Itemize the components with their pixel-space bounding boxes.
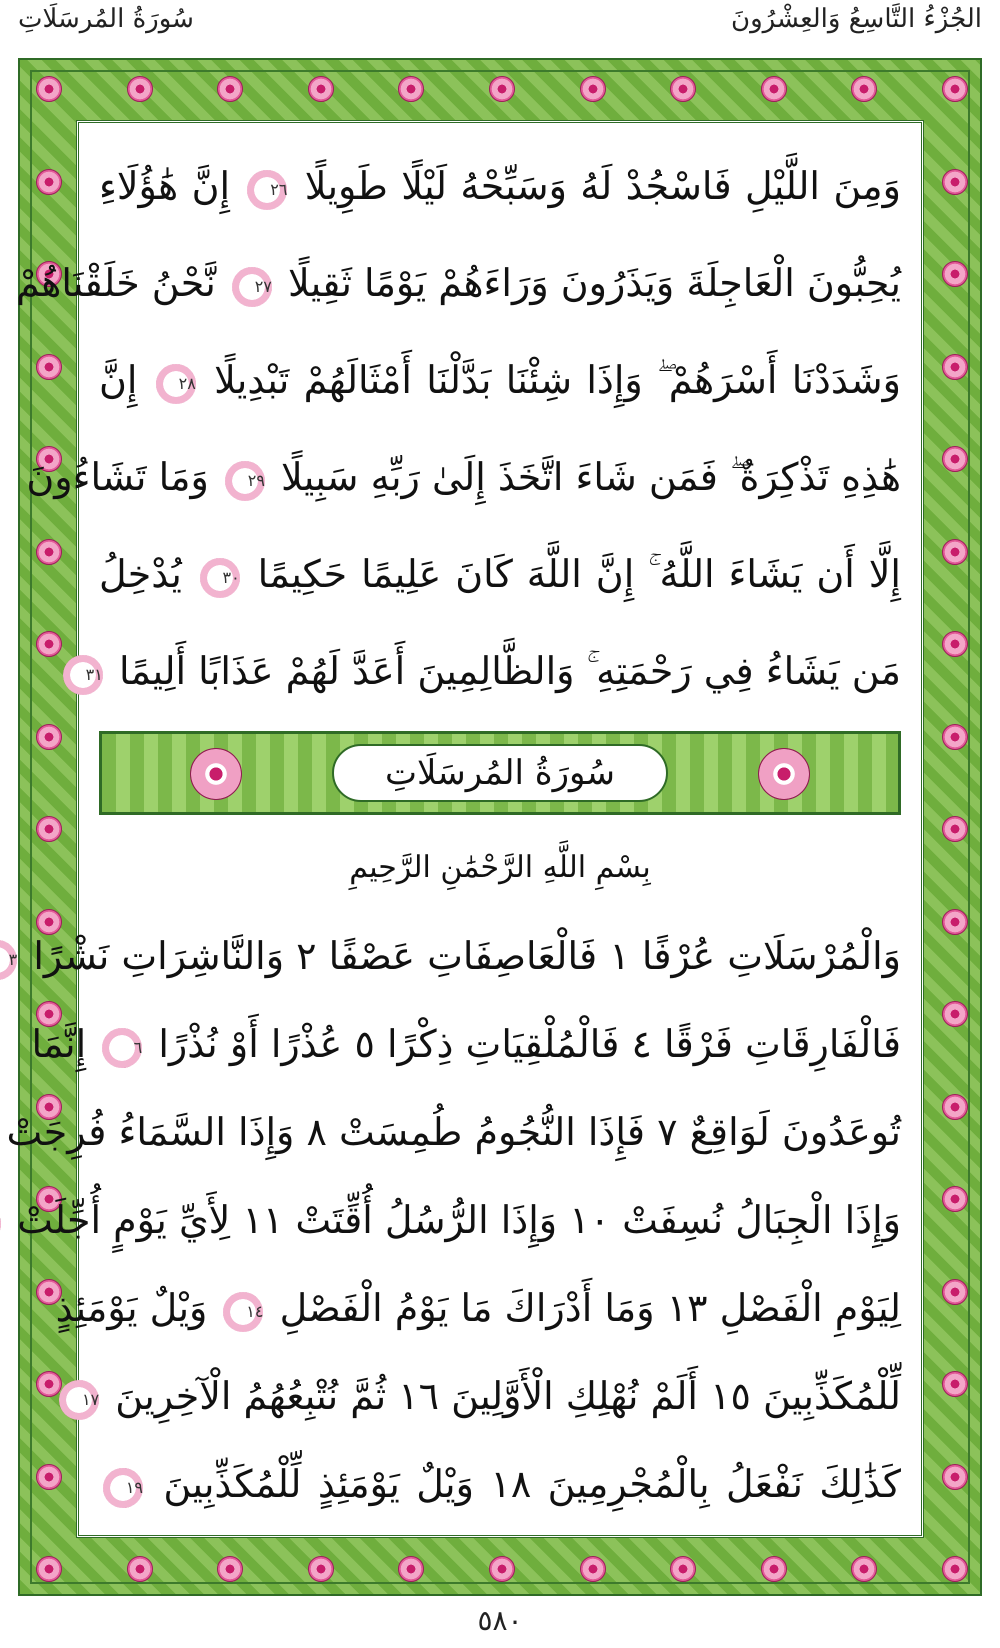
ayah-marker-icon: ٢٨ [156, 364, 196, 404]
verse-text: لِّلْمُكَذِّبِينَ ١٥ أَلَمْ نُهْلِكِ الْأَوَّلِينَ ١٦ ثُمَّ نُتْبِعُهُمُ الْآخِرِينَ [115, 1374, 901, 1418]
ayah-marker-icon: ٢٧ [232, 267, 272, 307]
surah-header-banner [99, 731, 901, 815]
flower-medallion-icon [190, 748, 242, 800]
verse-text: وَيْلٌ يَوْمَئِذٍ [55, 1286, 208, 1330]
ayah-marker-icon: ٣٠ [200, 558, 240, 598]
ayah-marker-icon: ٣١ [63, 655, 103, 695]
basmala: بِسْمِ اللَّهِ الرَّحْمَٰنِ الرَّحِيمِ [349, 850, 651, 885]
page-ornamental-frame [6, 58, 982, 1596]
verse-text: يُدْخِلُ [99, 552, 182, 596]
rosette-icon [580, 1556, 606, 1582]
rosette-icon [942, 1094, 968, 1120]
verse-line [82, 1353, 901, 1439]
running-head-surah: سُورَةُ المُرسَلَاتِ [18, 4, 194, 34]
verse-text: يُحِبُّونَ الْعَاجِلَةَ وَيَذَرُونَ وَرَاءَهُمْ يَوْمًا ثَقِيلًا [287, 261, 901, 305]
rosette-icon [942, 909, 968, 935]
verse-line [17, 1177, 901, 1263]
rosette-icon [942, 539, 968, 565]
rosette-icon [942, 1464, 968, 1490]
ayah-marker-icon: ١٩ [103, 1468, 143, 1508]
rosette-icon [942, 724, 968, 750]
ayah-marker-icon: ١٧ [59, 1380, 99, 1420]
verse-text: كَذَٰلِكَ نَفْعَلُ بِالْمُجْرِمِينَ ١٨ وَيْلٌ يَوْمَئِذٍ لِّلْمُكَذِّبِينَ [163, 1462, 901, 1506]
verse-text: إِنَّ هَٰؤُلَاءِ [99, 164, 231, 208]
rosette-icon [761, 76, 787, 102]
text-panel [6, 120, 924, 1538]
verse-line [16, 240, 901, 326]
page-number: ٥٨٠ [477, 1604, 523, 1637]
rosette-icon [489, 1556, 515, 1582]
verse-text: لِيَوْمِ الْفَصْلِ ١٣ وَمَا أَدْرَاكَ مَا يَوْمُ الْفَصْلِ [279, 1286, 901, 1330]
rosette-icon [942, 816, 968, 842]
rosette-icon [670, 1556, 696, 1582]
rosette-icon [580, 76, 606, 102]
rosette-icon [942, 261, 968, 287]
rosette-icon [217, 76, 243, 102]
rosette-icon [942, 76, 968, 102]
verse-text: وَمَا تَشَاءُونَ [26, 455, 209, 499]
verse-text: فَالْفَارِقَاتِ فَرْقًا ٤ فَالْمُلْقِيَاتِ ذِكْرًا ٥ عُذْرًا أَوْ نُذْرًا [158, 1022, 901, 1066]
ayah-marker-icon: ٣ [0, 940, 17, 980]
rosette-icon [308, 76, 334, 102]
rosette-icon [761, 1556, 787, 1582]
rosette-icon [489, 76, 515, 102]
verse-line [26, 434, 901, 520]
verse-text: إِلَّا أَن يَشَاءَ اللَّهُ ۚ إِنَّ اللَّهَ كَانَ عَلِيمًا حَكِيمًا [257, 552, 901, 596]
verse-line [8, 913, 901, 999]
running-head-juz: الجُزْءُ التَّاسِعُ وَالعِشْرُونَ [731, 4, 982, 34]
rosette-icon [942, 1556, 968, 1582]
ayah-marker-icon: ٢٩ [225, 461, 265, 501]
rosette-icon [942, 354, 968, 380]
verse-line [99, 143, 901, 229]
flower-medallion-icon [758, 748, 810, 800]
rosette-icon [942, 169, 968, 195]
rosette-icon [127, 1556, 153, 1582]
verse-text: وَمِنَ اللَّيْلِ فَاسْجُدْ لَهُ وَسَبِّحْهُ لَيْلًا طَوِيلًا [304, 164, 901, 208]
rosette-icon [308, 1556, 334, 1582]
rosette-icon [36, 816, 62, 842]
verse-text: وَشَدَدْنَا أَسْرَهُمْ ۖ وَإِذَا شِئْنَا بَدَّلْنَا أَمْثَالَهُمْ تَبْدِيلًا [214, 358, 901, 402]
verse-text: تُوعَدُونَ لَوَاقِعٌ ٧ فَإِذَا النُّجُومُ طُمِسَتْ ٨ وَإِذَا السَّمَاءُ فُرِجَتْ [6, 1110, 901, 1154]
rosette-icon [36, 1556, 62, 1582]
ayah-marker-icon: ٢٦ [247, 170, 287, 210]
rosette-icon [36, 724, 62, 750]
rosette-icon [36, 354, 62, 380]
verse-text: وَإِذَا الْجِبَالُ نُسِفَتْ ١٠ وَإِذَا الرُّسُلُ أُقِّتَتْ ١١ لِأَيِّ يَوْمٍ أُجِّلَتْ [17, 1198, 901, 1242]
verse-line [99, 337, 901, 423]
verse-line [31, 1001, 901, 1087]
verse-text: إِنَّ [99, 358, 138, 402]
ayah-marker-icon: ١٤ [223, 1292, 263, 1332]
verse-text: إِنَّمَا [31, 1022, 87, 1066]
verse-text: هَٰذِهِ تَذْكِرَةٌ ۖ فَمَن شَاءَ اتَّخَذَ إِلَىٰ رَبِّهِ سَبِيلًا [281, 455, 901, 499]
surah-title: سُورَةُ المُرسَلَاتِ [332, 744, 668, 802]
verse-text: مَن يَشَاءُ فِي رَحْمَتِهِ ۚ وَالظَّالِمِينَ أَعَدَّ لَهُمْ عَذَابًا أَلِيمًا [118, 649, 901, 693]
rosette-icon [670, 76, 696, 102]
rosette-icon [36, 1464, 62, 1490]
rosette-icon [942, 1371, 968, 1397]
rosette-icon [127, 76, 153, 102]
rosette-icon [942, 631, 968, 657]
rosette-icon [36, 76, 62, 102]
rosette-icon [36, 169, 62, 195]
verse-line [55, 1265, 901, 1351]
verse-line [99, 1441, 901, 1527]
verse-line [6, 1089, 901, 1175]
verse-line [99, 531, 901, 617]
rosette-icon [942, 446, 968, 472]
rosette-icon [942, 1279, 968, 1305]
verse-line [85, 628, 901, 714]
rosette-icon [217, 1556, 243, 1582]
rosette-icon [942, 1186, 968, 1212]
verse-text: وَالْمُرْسَلَاتِ عُرْفًا ١ فَالْعَاصِفَاتِ عَصْفًا ٢ وَالنَّاشِرَاتِ نَشْرًا [33, 934, 901, 978]
ayah-marker-icon: ٦ [102, 1028, 142, 1068]
rosette-icon [36, 539, 62, 565]
ayah-marker-icon [0, 1204, 1, 1244]
verse-text: نَّحْنُ خَلَقْنَاهُمْ [16, 261, 216, 305]
rosette-icon [942, 1001, 968, 1027]
